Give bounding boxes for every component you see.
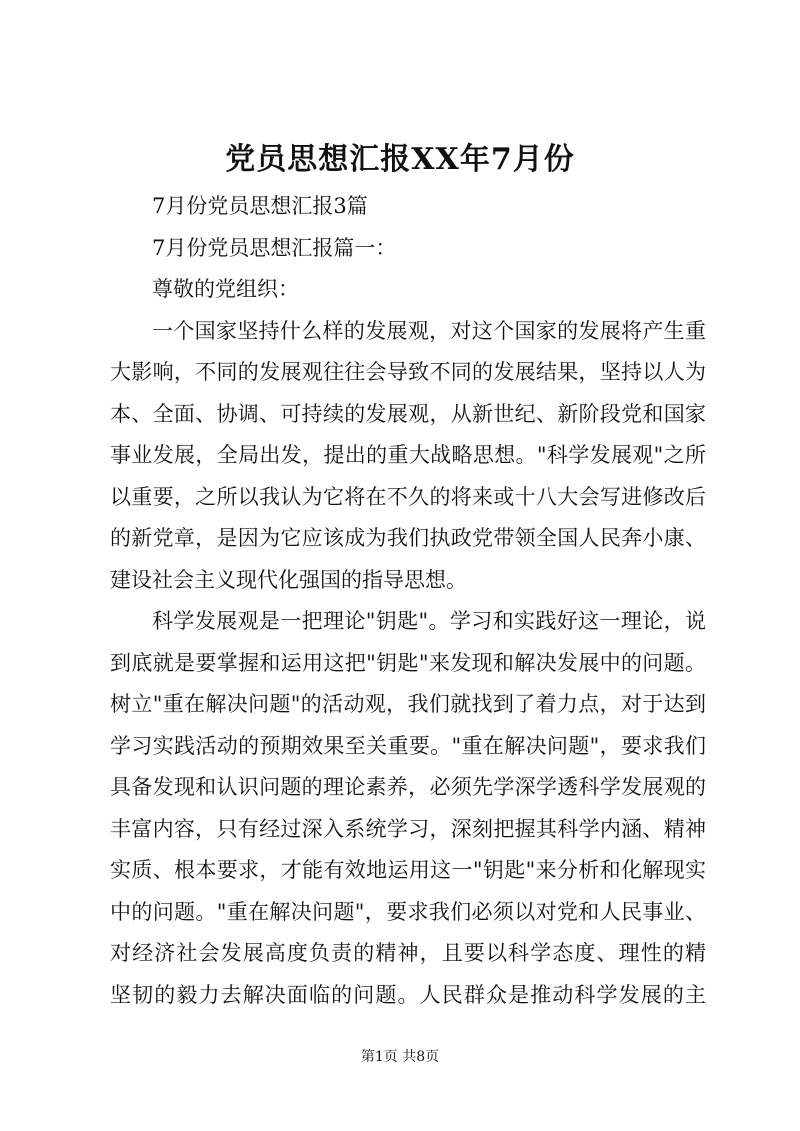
paragraph-1-line: 建设社会主义现代化强国的指导思想。 — [110, 567, 467, 592]
paragraph-1-line: 一个国家坚持什么样的发展观，对这个国家的发展将产生重 — [152, 318, 706, 343]
paragraph-2-line: 树立"重在解决问题"的活动观，我们就找到了着力点，对于达到 — [110, 692, 706, 716]
paragraph-2-line: 丰富内容，只有经过深入系统学习，深刻把握其科学内涵、精神 — [110, 816, 706, 841]
paragraph-1-line: 的新党章，是因为它应该成为我们执政党带领全国人民奔小康、 — [110, 526, 706, 550]
salutation: 尊敬的党组织： — [152, 277, 299, 301]
document-body — [110, 186, 706, 1016]
paragraph-2-line: 到底就是要掌握和运用这把"钥匙"来发现和解决发展中的问题。 — [110, 650, 706, 675]
paragraph-1-line: 事业发展，全局出发，提出的重大战略思想。"科学发展观"之所 — [110, 443, 706, 467]
paragraph-2-line: 实质、根本要求，才能有效地运用这一"钥匙"来分析和化解现实 — [110, 858, 706, 882]
paragraph-2-line: 学习实践活动的预期效果至关重要。"重在解决问题"，要求我们 — [110, 733, 706, 758]
paragraph-2-line: 对经济社会发展高度负责的精神，且要以科学态度、理性的精 — [110, 941, 706, 965]
page-number: 第1页 共8页 — [360, 1049, 440, 1065]
paragraph-2-line: 具备发现和认识问题的理论素养，必须先学深学透科学发展观的 — [110, 775, 706, 799]
paragraph-2-line: 科学发展观是一把理论"钥匙"。学习和实践好这一理论，说 — [152, 609, 706, 633]
paragraph-2-line: 中的问题。"重在解决问题"，要求我们必须以对党和人民事业、 — [110, 899, 706, 924]
paragraph-2-line: 坚韧的毅力去解决面临的问题。人民群众是推动科学发展的主 — [110, 982, 706, 1007]
document-title: 党员思想汇报XX年7月份 — [225, 142, 575, 177]
paragraph-1-line: 本、全面、协调、可持续的发展观，从新世纪、新阶段党和国家 — [110, 401, 706, 426]
paragraph-1-line: 大影响，不同的发展观往往会导致不同的发展结果，坚持以人为 — [110, 360, 706, 384]
subtitle-line: 7月份党员思想汇报3篇 — [152, 194, 368, 218]
paragraph-1-line: 以重要，之所以我认为它将在不久的将来或十八大会写进修改后 — [110, 484, 706, 509]
section-heading: 7月份党员思想汇报篇一： — [152, 235, 397, 260]
